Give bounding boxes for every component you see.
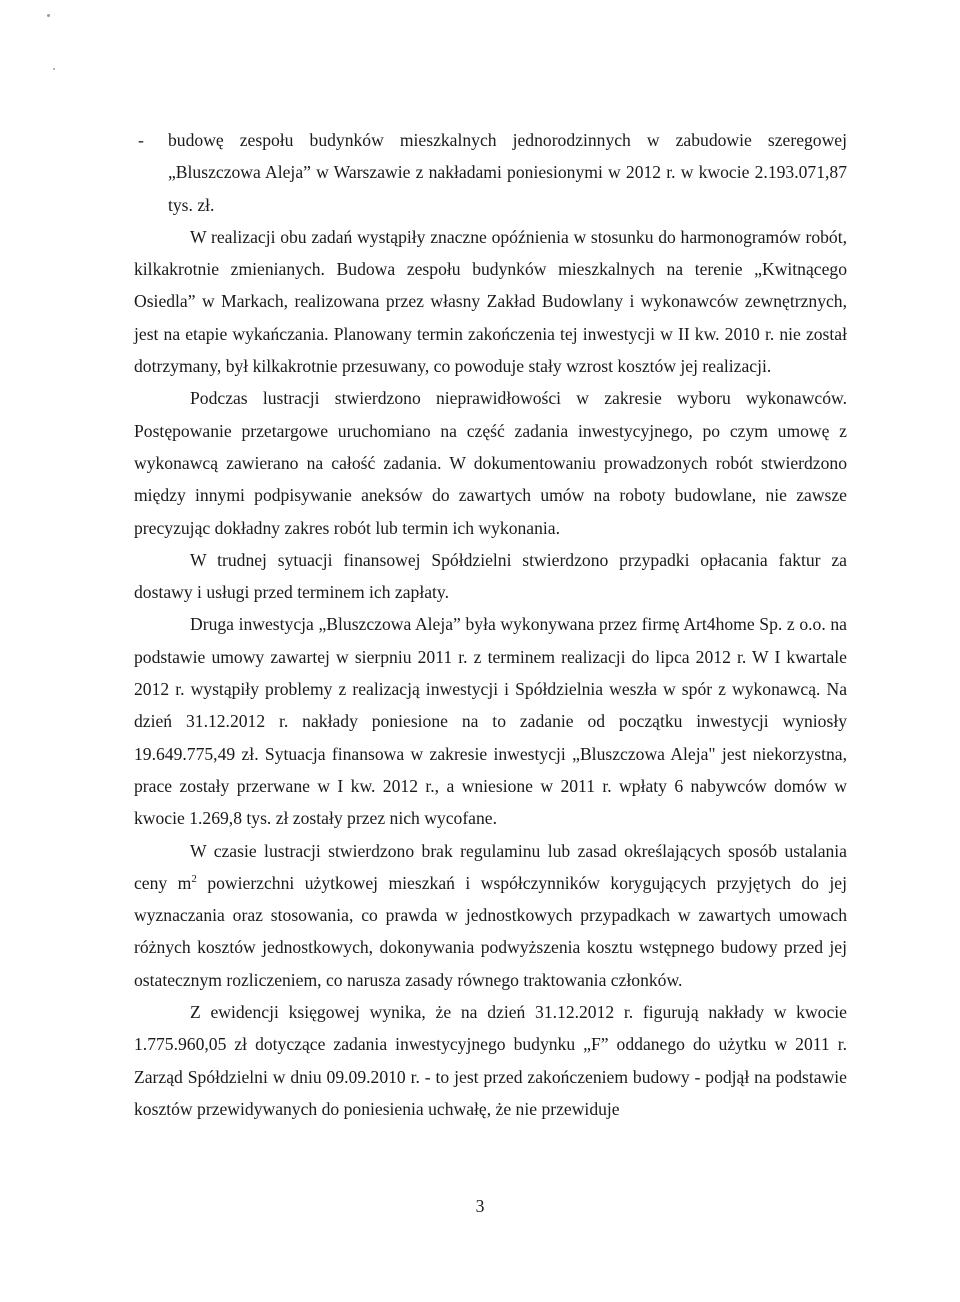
- page-number: 3: [475, 1196, 485, 1216]
- scan-speck: [47, 14, 50, 17]
- paragraph-6: Z ewidencji księgowej wynika, że na dzień 31.12.2012 r. figurują nakłady w kwocie 1.775.960,05 zł dotyczące zadania inwestycyjnego budynku „F” oddanego do użytku w 2011 r. Zarząd Spółdzielni w dniu 09.09.2010 r. - to jest przed zakończeniem budowy - podjął na podstawie kosztów przewidywanych do poniesienia uchwałę, że nie przewiduje: [134, 1002, 847, 1119]
- paragraph-5: [134, 835, 847, 996]
- scan-speck: [53, 68, 55, 70]
- paragraph-1: W realizacji obu zadań wystąpiły znaczne opóźnienia w stosunku do harmonogramów robót, kilkakrotnie zmienianych. Budowa zespołu budynków mieszkalnych na terenie „Kwitnącego Osiedla” w Markach, realizowana przez własny Zakład Budowlany i wykonawców zewnętrznych, jest na etapie wykańczania. Planowany termin zakończenia tej inwestycji w II kw. 2010 r. nie został dotrzymany, był kilkakrotnie przesuwany, co powoduje stały wzrost kosztów jej realizacji.: [134, 226, 847, 377]
- bullet-paragraph: [134, 124, 847, 221]
- document-body: [134, 124, 847, 1125]
- bullet-marker: -: [138, 130, 144, 150]
- paragraph-5-start: W czasie lustracji stwierdzono brak regulaminu lub zasad określających sposób ustalania ceny m: [134, 840, 847, 893]
- paragraph-3: W trudnej sytuacji finansowej Spółdzielni stwierdzono przypadki opłacania faktur za dostawy i usługi przed terminem ich zapłaty.: [134, 549, 847, 603]
- paragraph-2: Podczas lustracji stwierdzono nieprawidłowości w zakresie wyboru wykonawców. Postępowanie przetargowe uruchomiano na część zadania inwestycyjnego, po czym umowę z wykonawcą zawierano na całość zadania. W dokumentowaniu prowadzonych robót stwierdzono między innymi podpisywanie aneksów do zawartych umów na roboty budowlane, nie zawsze precyzując dokładny zakres robót lub termin ich wykonania.: [134, 388, 847, 538]
- superscript-2: 2: [191, 872, 197, 885]
- bullet-text: budowę zespołu budynków mieszkalnych jednorodzinnych w zabudowie szeregowej „Bluszczowa Aleja” w Warszawie z nakładami poniesionymi w 2012 r. w kwocie 2.193.071,87 tys. zł.: [168, 130, 847, 215]
- paragraph-5-end: powierzchni użytkowej mieszkań i współczynników korygujących przyjętych do jej wyznaczania oraz stosowania, co prawda w jednostkowych przypadkach w zawartych umowach różnych kosztów jednostkowych, dokonywania podwyższenia kosztu wstępnego budowy przed jej ostatecznym rozliczeniem, co narusza zasady równego traktowania członków.: [134, 872, 847, 990]
- paragraph-4: Druga inwestycja „Bluszczowa Aleja” była wykonywana przez firmę Art4home Sp. z o.o. na podstawie umowy zawartej w sierpniu 2011 r. z terminem realizacji do lipca 2012 r. W I kwartale 2012 r. wystąpiły problemy z realizacją inwestycji i Spółdzielnia weszła w spór z wykonawcą. Na dzień 31.12.2012 r. nakłady poniesione na to zadanie od początku inwestycji wyniosły 19.649.775,49 zł. Sytuacja finansowa w zakresie inwestycji „Bluszczowa Aleja" jest niekorzystna, prace zostały przerwane w I kw. 2012 r., a wniesione w 2011 r. wpłaty 6 nabywców domów w kwocie 1.269,8 tys. zł zostały przez nich wycofane.: [134, 614, 847, 829]
